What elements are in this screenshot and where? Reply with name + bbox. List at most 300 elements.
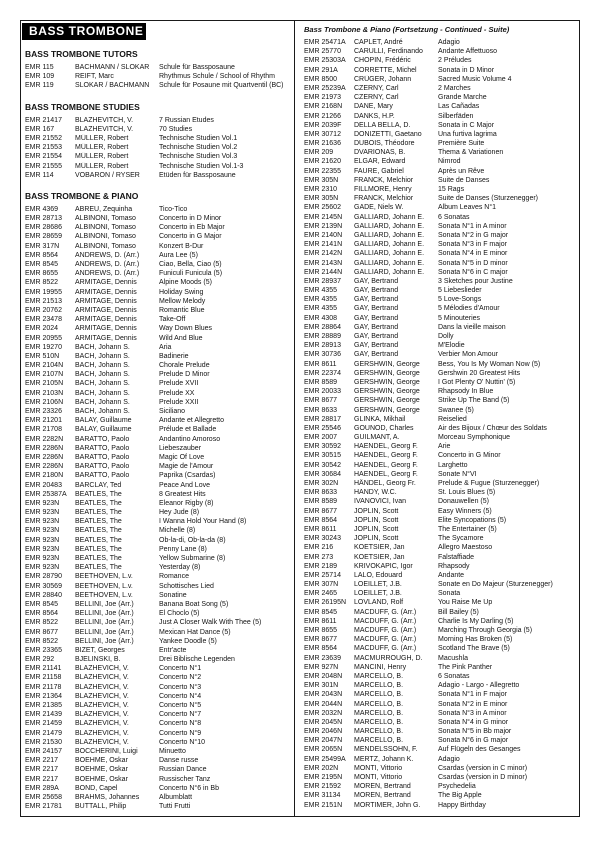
emr-ref: EMR 167 [25, 125, 55, 133]
piece-title: Suite de Danses [438, 176, 490, 184]
catalog-row [25, 471, 292, 480]
catalog-row [25, 701, 292, 710]
catalog-row [25, 655, 292, 664]
composer-name: BEATLES, The [75, 555, 122, 562]
composer-name: ELGAR, Edward [354, 158, 406, 166]
composer-name: CORRETTE, Michel [354, 66, 417, 74]
catalog-row [25, 664, 292, 673]
emr-ref: EMR 305N [304, 195, 339, 203]
composer-name: JOPLIN, Scott [354, 507, 399, 515]
emr-ref: EMR 2104N [25, 362, 64, 370]
composer-name: MARCELLO, B. [354, 728, 404, 736]
catalog-row [25, 775, 292, 784]
emr-ref: EMR 109 [25, 73, 55, 81]
piece-title: Sonate en Do Majeur (Sturzenegger) [438, 581, 553, 589]
piece-title: Après un Rêve [438, 167, 485, 175]
catalog-row [304, 690, 577, 699]
piece-title: Concerto in G Minor [438, 452, 501, 460]
composer-name: BEATLES, The [75, 527, 122, 535]
piece-title: Easy Winners (5) [438, 507, 492, 515]
composer-name: GOUNOD, Charles [354, 424, 414, 432]
piece-title: Sonata N°3 in F major [438, 241, 507, 249]
catalog-row [304, 277, 577, 286]
piece-title: Sonata in C Major [438, 121, 495, 129]
catalog-row [25, 444, 292, 453]
emr-ref: EMR 21141 [25, 665, 62, 673]
piece-title: Sonata N°1 in A minor [438, 222, 507, 230]
piece-title: Rhapsody In Blue [438, 388, 494, 396]
emr-ref: EMR 2047N [304, 737, 343, 745]
piece-title: Yankee Doodle (5) [159, 637, 217, 645]
emr-ref: EMR 30542 [304, 461, 341, 469]
composer-name: GERSHWIN, George [354, 360, 420, 368]
emr-ref: EMR 923N [25, 518, 60, 526]
piece-title: Air des Bijoux / Chœur des Soldats [438, 424, 547, 432]
catalog-row [304, 672, 577, 681]
emr-ref: EMR 8522 [25, 637, 59, 645]
emr-ref: EMR 8545 [25, 261, 59, 268]
emr-ref: EMR 8611 [304, 617, 337, 625]
composer-name: BLAZHEVICH, V. [75, 692, 129, 700]
composer-name: GUILMANT, A. [354, 434, 400, 442]
emr-ref: EMR 31134 [304, 792, 341, 800]
catalog-row [304, 507, 577, 516]
catalog-row [25, 306, 292, 315]
piece-title: You Raise Me Up [438, 599, 493, 607]
emr-ref: EMR 923N [25, 545, 60, 553]
emr-ref: EMR 8677 [25, 628, 59, 636]
composer-name: GAY, Bertrand [354, 333, 399, 340]
emr-ref: EMR 2189 [304, 562, 338, 570]
piece-title: Sonata in D Minor [438, 66, 495, 74]
composer-name: ARMITAGE, Dennis [75, 316, 137, 324]
catalog-row [25, 288, 292, 297]
emr-ref: EMR 21620 [304, 158, 341, 166]
emr-ref: EMR 22374 [304, 369, 341, 377]
emr-ref: EMR 28889 [304, 333, 341, 340]
piece-title: Concerto in Eb Major [159, 224, 225, 232]
emr-ref: EMR 28659 [25, 233, 62, 241]
emr-ref: EMR 8564 [25, 251, 59, 259]
emr-ref: EMR 4369 [25, 205, 59, 213]
catalog-row [304, 479, 577, 488]
piece-title: Andante Affettuoso [438, 48, 498, 56]
composer-name: MARCELLO, B. [354, 672, 404, 680]
piece-title: Just A Closer Walk With Thee (5) [159, 619, 262, 627]
catalog-row [304, 764, 577, 773]
emr-ref: EMR 2140N [304, 231, 343, 239]
emr-ref: EMR 923N [25, 509, 60, 517]
composer-name: JOPLIN, Scott [354, 525, 399, 533]
row-group [25, 205, 292, 811]
composer-name: GAY, Bertrand [354, 323, 399, 331]
catalog-row [304, 773, 577, 782]
piece-title: Sonata N°2 in G major [438, 231, 509, 239]
composer-name: BALAY, Guillaume [75, 426, 132, 434]
composer-name: FRANCK, Melchior [354, 195, 414, 203]
emr-ref: EMR 21158 [25, 674, 62, 682]
piece-title: Schule für Bassposaune [159, 64, 235, 71]
catalog-row [304, 369, 577, 378]
emr-ref: EMR 23478 [25, 316, 62, 324]
page-title: BASS TROMBONE [22, 23, 146, 40]
piece-title: Sacred Music Volume 4 [438, 75, 512, 83]
catalog-row [304, 488, 577, 497]
composer-name: GALLIARD, Johann E. [354, 231, 425, 239]
emr-ref: EMR 21553 [25, 144, 62, 152]
emr-ref: EMR 8677 [304, 636, 338, 644]
emr-ref: EMR 2141N [304, 241, 343, 249]
piece-title: Nimrod [438, 158, 461, 166]
piece-title: Concerto N°2 [159, 674, 202, 682]
composer-name: CZERNY, Carl [354, 84, 399, 92]
piece-title: Technische Studien Vol.3 [159, 153, 238, 161]
right-column [295, 21, 579, 816]
composer-name: LALO, Edouard [354, 571, 403, 579]
composer-name: ANDREWS, D. (Arr.) [75, 270, 140, 278]
emr-ref: EMR 28817 [304, 415, 341, 423]
emr-ref: EMR 30684 [304, 470, 341, 478]
continuation-heading: Bass Trombone & Piano (Fortsetzung - Continued - Suite) [304, 25, 510, 34]
composer-name: MOREN, Bertrand [354, 792, 411, 800]
emr-ref: EMR 28913 [304, 342, 341, 350]
piece-title: Andantino Amoroso [159, 435, 221, 443]
catalog-row [25, 628, 292, 637]
composer-name: MARCELLO, B. [354, 709, 404, 717]
composer-name: GERSHWIN, George [354, 397, 420, 405]
emr-ref: EMR 2045N [304, 718, 343, 726]
composer-name: BACH, Johann S. [75, 371, 130, 379]
composer-name: BEATLES, The [75, 536, 122, 544]
catalog-row [304, 167, 577, 176]
catalog-row [304, 350, 577, 359]
emr-ref: EMR 2143N [304, 259, 343, 267]
emr-ref: EMR 21459 [25, 720, 62, 728]
catalog-row [25, 784, 292, 793]
catalog-row [304, 360, 577, 369]
emr-ref: EMR 923N [25, 536, 60, 544]
emr-ref: EMR 2180N [25, 472, 64, 480]
catalog-row [25, 389, 292, 398]
piece-title: Sonata N°5 in D minor [438, 259, 508, 267]
composer-name: BEATLES, The [75, 518, 122, 526]
emr-ref: EMR 8677 [304, 507, 338, 515]
composer-name: BEETHOVEN, L.v. [75, 591, 133, 599]
composer-name: MACDUFF, G. (Arr.) [354, 636, 417, 644]
composer-name: MÜLLER, Robert [75, 153, 129, 161]
piece-title: Drei Biblische Legenden [159, 656, 235, 664]
piece-title: Andante [438, 571, 465, 579]
composer-name: MACDUFF, G. (Arr.) [354, 627, 417, 634]
catalog-row [25, 334, 292, 343]
catalog-row [304, 130, 577, 139]
piece-title: Dolly [438, 333, 454, 340]
piece-title: Donauwellen (5) [438, 498, 489, 506]
emr-ref: EMR 4308 [304, 314, 338, 322]
emr-ref: EMR 4355 [304, 296, 338, 304]
left-column-sections [21, 21, 295, 816]
emr-ref: EMR 2151N [304, 801, 343, 809]
piece-title: Elite Syncopations (5) [438, 516, 507, 524]
catalog-row [304, 249, 577, 258]
emr-ref: EMR 28864 [304, 323, 341, 331]
catalog-row [304, 406, 577, 415]
composer-name: BJELINSKI, B. [75, 656, 121, 664]
catalog-row [304, 736, 577, 745]
piece-title: Adagio [438, 755, 460, 763]
composer-name: DANE, Mary [354, 103, 393, 111]
emr-ref: EMR 21201 [25, 417, 62, 425]
catalog-row [25, 116, 292, 125]
emr-ref: EMR 2142N [304, 250, 343, 258]
composer-name: GLINKA, Mikhail [354, 415, 406, 423]
emr-ref: EMR 8545 [25, 600, 59, 608]
emr-ref: EMR 25546 [304, 424, 341, 432]
piece-title: Technische Studien Vol.1 [159, 134, 238, 142]
emr-ref: EMR 21552 [25, 134, 62, 142]
piece-title: Concerto N°9 [159, 729, 202, 737]
emr-ref: EMR 30736 [304, 351, 341, 359]
piece-title: Morning Has Broken (5) [438, 636, 513, 644]
composer-name: MACDUFF, G. (Arr.) [354, 608, 417, 616]
catalog-row [25, 526, 292, 535]
catalog-row [304, 580, 577, 589]
emr-ref: EMR 8633 [304, 489, 338, 497]
piece-title: Concerto N°6 in Bb [159, 784, 219, 792]
emr-ref: EMR 2105N [25, 380, 64, 388]
piece-title: Magic Of Love [159, 453, 205, 461]
section-heading: BASS TROMBONE TUTORS [25, 49, 138, 59]
catalog-row [304, 314, 577, 323]
piece-title: Concerto N°4 [159, 692, 202, 700]
catalog-row [304, 635, 577, 644]
emr-ref: EMR 8655 [25, 270, 59, 278]
emr-ref: EMR 20483 [25, 481, 62, 489]
piece-title: Morceau Symphonique [438, 434, 510, 442]
catalog-row [304, 470, 577, 479]
piece-title: Charlie Is My Darling (5) [438, 617, 514, 625]
emr-ref: EMR 2024 [25, 325, 59, 333]
emr-ref: EMR 510N [25, 352, 60, 360]
emr-ref: EMR 8589 [304, 378, 338, 386]
composer-name: FAURE, Gabriel [354, 167, 404, 175]
piece-title: 3 Sketches pour Justine [438, 277, 513, 285]
emr-ref: EMR 8655 [304, 627, 338, 634]
catalog-row [25, 416, 292, 425]
composer-name: BELLINI, Joe (Arr.) [75, 619, 134, 627]
piece-title: Funiculi Funicula (5) [159, 270, 223, 278]
composer-name: MARCELLO, B. [354, 682, 404, 690]
composer-name: HAENDEL, Georg F. [354, 452, 418, 460]
catalog-row [25, 738, 292, 747]
composer-name: MERTZ, Johann K. [354, 755, 414, 763]
composer-name: GERSHWIN, George [354, 388, 420, 396]
emr-ref: EMR 2044N [304, 700, 343, 708]
emr-ref: EMR 22355 [304, 167, 341, 175]
composer-name: MARCELLO, B. [354, 737, 404, 745]
piece-title: Etüden für Bassposaune [159, 171, 236, 179]
piece-title: Michelle (8) [159, 527, 196, 535]
composer-name: BOEHME, Oskar [75, 757, 128, 765]
emr-ref: EMR 8522 [25, 619, 59, 627]
catalog-row [25, 453, 292, 462]
composer-name: BLAZHEVITCH, V. [75, 125, 134, 133]
composer-name: MÜLLER, Robert [75, 144, 129, 152]
emr-ref: EMR 2217 [25, 757, 59, 765]
composer-name: ABREU, Zequinha [75, 205, 133, 213]
piece-title: Concerto N°1 [159, 665, 202, 673]
piece-title: Prelude XXII [159, 398, 199, 406]
catalog-row [25, 63, 292, 72]
catalog-row [25, 499, 292, 508]
piece-title: Romance [159, 573, 189, 581]
catalog-row [304, 102, 577, 111]
piece-title: 5 Liebeslieder [438, 287, 482, 295]
catalog-row [304, 93, 577, 102]
catalog-row [304, 553, 577, 562]
composer-name: CZERNY, Carl [354, 94, 399, 102]
composer-name: BELLINI, Joe (Arr.) [75, 610, 134, 618]
composer-name: BELLINI, Joe (Arr.) [75, 600, 134, 608]
catalog-row [25, 545, 292, 554]
catalog-row [304, 745, 577, 754]
catalog-row [304, 213, 577, 222]
composer-name: ARMITAGE, Dennis [75, 334, 137, 342]
emr-ref: EMR 24157 [25, 747, 62, 755]
piece-title: Larghetto [438, 461, 468, 469]
emr-ref: EMR 21178 [25, 683, 62, 691]
catalog-row [304, 268, 577, 277]
catalog-row [25, 793, 292, 802]
composer-name: CARULLI, Ferdinando [354, 48, 423, 56]
catalog-row [25, 278, 292, 287]
catalog-row [25, 481, 292, 490]
catalog-row [304, 709, 577, 718]
piece-title: Concerto N°3 [159, 683, 202, 691]
piece-title: 5 Mélodies d'Amour [438, 305, 500, 313]
composer-name: MARCELLO, B. [354, 700, 404, 708]
catalog-row [304, 718, 577, 727]
piece-title: El Choclo (5) [159, 610, 200, 618]
emr-ref: EMR 25770 [304, 48, 341, 56]
piece-title: Adagio - Largo - Allegretto [438, 682, 520, 690]
piece-title: Dans la vieille maison [438, 323, 506, 331]
emr-ref: EMR 23365 [25, 646, 62, 654]
emr-ref: EMR 302N [304, 480, 339, 487]
emr-ref: EMR 21364 [25, 692, 62, 700]
catalog-row [25, 152, 292, 161]
row-group [25, 63, 292, 91]
composer-name: ARMITAGE, Dennis [75, 288, 137, 296]
catalog-row [25, 435, 292, 444]
emr-ref: EMR 2043N [304, 691, 343, 699]
piece-title: I Got Plenty O' Nuttin' (5) [438, 378, 516, 386]
composer-name: ARMITAGE, Dennis [75, 297, 137, 305]
emr-ref: EMR 119 [25, 82, 54, 90]
piece-title: Gershwin 20 Greatest Hits [438, 369, 521, 377]
piece-title: Sonata N°5 in Bb major [438, 728, 512, 736]
composer-name: BEATLES, The [75, 499, 122, 507]
piece-title: Concerto N°8 [159, 720, 202, 728]
emr-ref: EMR 25714 [304, 571, 341, 579]
composer-name: BLAZHEVICH, V. [75, 711, 129, 719]
piece-title: 7 Russian Etudes [159, 116, 214, 124]
catalog-row [25, 214, 292, 223]
composer-name: BRAHMS, Johannes [75, 793, 140, 801]
emr-ref: EMR 28937 [304, 277, 341, 285]
piece-title: 5 Love-Songs [438, 296, 482, 304]
piece-title: Eleanor Rigby (8) [159, 499, 214, 507]
emr-ref: EMR 21439 [25, 711, 62, 719]
emr-ref: EMR 2465 [304, 590, 338, 598]
emr-ref: EMR 28686 [25, 224, 62, 232]
emr-ref: EMR 209 [304, 149, 334, 157]
composer-name: BACH, Johann S. [75, 408, 130, 415]
emr-ref: EMR 2103N [25, 389, 64, 397]
piece-title: Prelude & Fugue (Sturzenegger) [438, 480, 540, 487]
emr-ref: EMR 30515 [304, 452, 341, 460]
emr-ref: EMR 301N [304, 682, 339, 690]
piece-title: Sonata [438, 590, 461, 598]
composer-name: ARMITAGE, Dennis [75, 279, 137, 287]
composer-name: ANDREWS, D. (Arr.) [75, 261, 140, 268]
composer-name: BACH, Johann S. [75, 380, 130, 388]
piece-title: Reiselied [438, 415, 467, 423]
catalog-row [25, 162, 292, 171]
composer-name: BELLINI, Joe (Arr.) [75, 637, 134, 645]
piece-title: 2 Marches [438, 84, 471, 92]
catalog-row [304, 121, 577, 130]
catalog-row [304, 222, 577, 231]
catalog-row [25, 297, 292, 306]
catalog-row [25, 572, 292, 581]
composer-name: GERSHWIN, George [354, 369, 420, 377]
composer-name: DANKS, H.P. [354, 112, 395, 120]
emr-ref: EMR 21636 [304, 140, 341, 148]
emr-ref: EMR 927N [304, 663, 339, 671]
catalog-row [304, 176, 577, 185]
piece-title: The Sycamore [438, 535, 484, 543]
catalog-row [304, 240, 577, 249]
emr-ref: EMR 21479 [25, 729, 62, 737]
piece-title: Strike Up The Band (5) [438, 397, 510, 405]
piece-title: Suite de Danses (Sturzenegger) [438, 195, 538, 203]
piece-title: Technische Studien Vol.1-3 [159, 162, 244, 170]
catalog-row [304, 497, 577, 506]
emr-ref: EMR 25658 [25, 793, 62, 801]
catalog-row [304, 203, 577, 212]
emr-ref: EMR 307N [304, 581, 339, 589]
catalog-row [304, 433, 577, 442]
emr-ref: EMR 25303A [304, 57, 346, 65]
piece-title: Bill Bailey (5) [438, 608, 479, 616]
emr-ref: EMR 28790 [25, 573, 62, 581]
catalog-row [304, 112, 577, 121]
composer-name: BARATTO, Paolo [75, 463, 130, 471]
catalog-row [25, 398, 292, 407]
emr-ref: EMR 23326 [25, 408, 62, 415]
emr-ref: EMR 8611 [304, 525, 337, 533]
piece-title: Russischer Tanz [159, 775, 211, 783]
catalog-row [304, 185, 577, 194]
emr-ref: EMR 23639 [304, 654, 341, 662]
piece-title: Macushla [438, 654, 468, 662]
emr-ref: EMR 28713 [25, 215, 62, 223]
composer-name: KRIVOKAPIC, Igor [354, 562, 413, 570]
piece-title: Prelude XX [159, 389, 195, 397]
catalog-row [25, 719, 292, 728]
emr-ref: EMR 25602 [304, 204, 341, 212]
